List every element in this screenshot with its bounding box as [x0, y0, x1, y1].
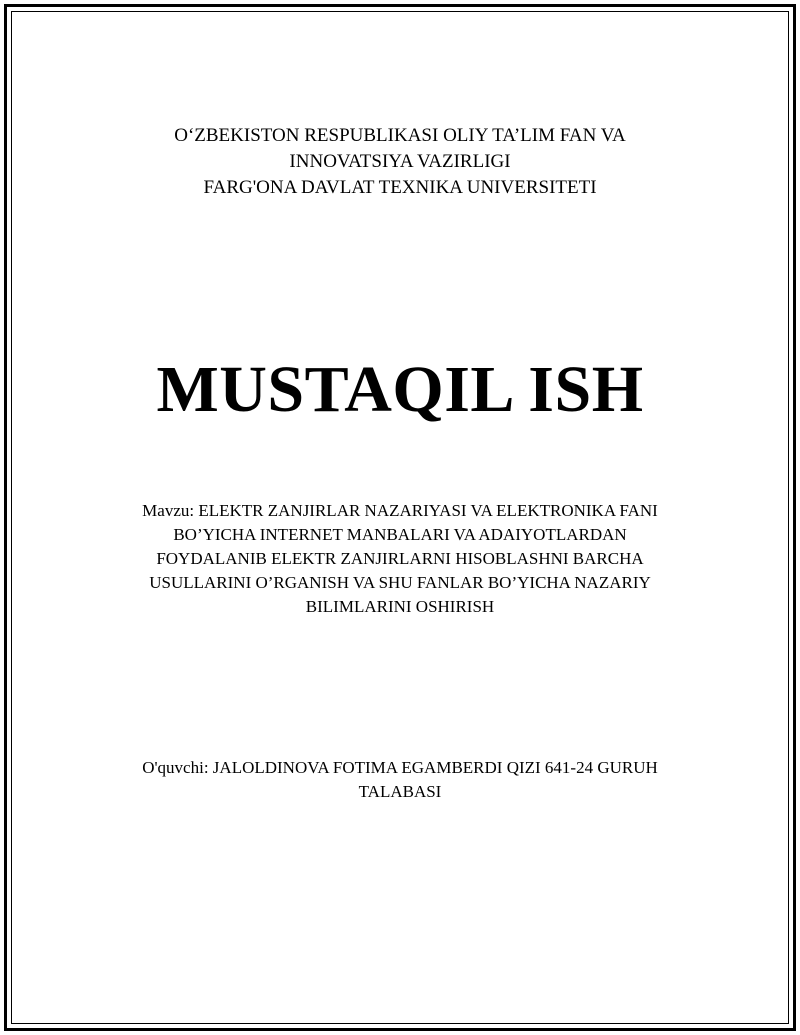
topic-section: [0, 499, 800, 619]
header-line-ministry-cont: INNOVATSIYA VAZIRLIGI: [289, 151, 511, 172]
topic-line: BILIMLARINI OSHIRISH: [305, 597, 495, 616]
topic-line: FOYDALANIB ELEKTR ZANJIRLARNI HISOBLASHNI BARCHA: [156, 549, 644, 568]
document-title: MUSTAQIL ISH: [156, 353, 644, 426]
header-line-university: FARG'ONA DAVLAT TEXNIKA UNIVERSITETI: [203, 177, 597, 198]
institution-header: [0, 123, 800, 201]
student-line: O'quvchi: JALOLDINOVA FOTIMA EGAMBERDI QIZI 641-24 GURUH: [142, 758, 658, 777]
topic-line: BO’YICHA INTERNET MANBALARI VA ADAIYOTLARDAN: [173, 525, 627, 544]
topic-line: Mavzu: ELEKTR ZANJIRLAR NAZARIYASI VA ELEKTRONIKA FANI: [142, 501, 658, 520]
student-section: [0, 756, 800, 804]
topic-line: USULLARINI O’RGANISH VA SHU FANLAR BO’YICHA NAZARIY: [149, 573, 651, 592]
header-line-ministry: O‘ZBEKISTON RESPUBLIKASI OLIY TA’LIM FAN VA: [174, 125, 626, 146]
student-line: TALABASI: [358, 782, 442, 801]
